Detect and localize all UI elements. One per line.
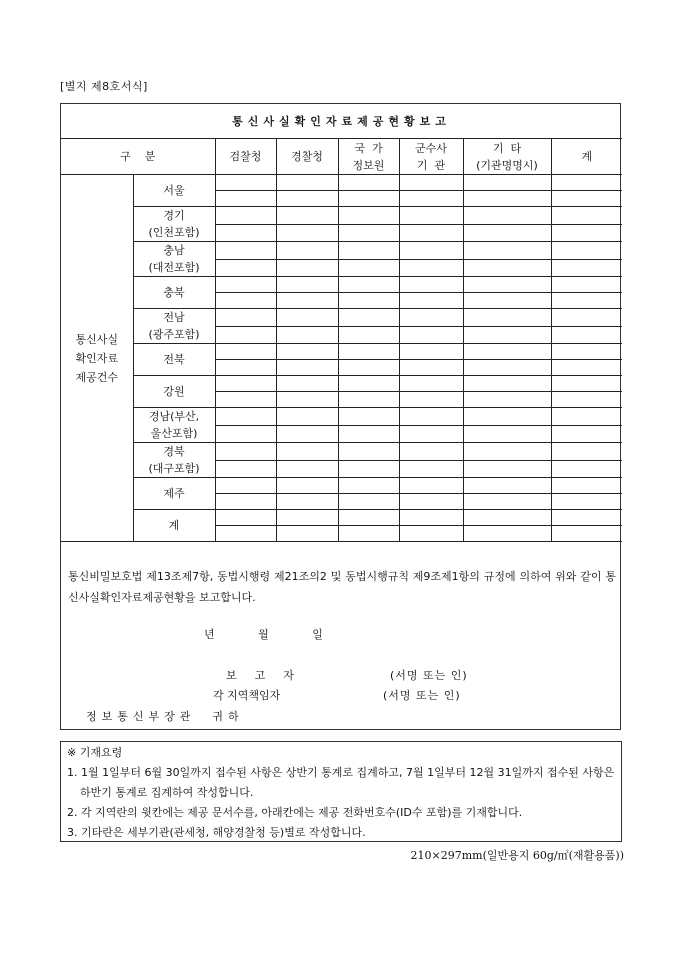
- document-count-cell[interactable]: [399, 344, 463, 360]
- phone-count-cell[interactable]: [399, 460, 463, 478]
- phone-count-cell[interactable]: [463, 293, 551, 309]
- document-count-cell[interactable]: [399, 408, 463, 426]
- category-label-line: 제공건수: [75, 370, 118, 384]
- phone-count-cell[interactable]: [551, 360, 622, 376]
- region-note: 울산포함): [150, 427, 198, 440]
- regional-manager-seal: (서명 또는 인): [383, 689, 461, 702]
- phone-count-cell[interactable]: [463, 224, 551, 242]
- document-count-cell[interactable]: [551, 309, 622, 327]
- document-count-cell[interactable]: [551, 408, 622, 426]
- document-count-cell[interactable]: [338, 175, 399, 191]
- document-count-cell[interactable]: [338, 344, 399, 360]
- document-count-cell[interactable]: [338, 478, 399, 494]
- phone-count-cell[interactable]: [399, 360, 463, 376]
- region-name: 강원: [163, 385, 185, 398]
- phone-count-cell[interactable]: [463, 494, 551, 510]
- phone-count-cell[interactable]: [215, 360, 276, 376]
- header-category: 구 분: [61, 139, 215, 175]
- region-label: [133, 175, 215, 207]
- phone-count-cell[interactable]: [338, 326, 399, 344]
- phone-count-cell[interactable]: [276, 460, 338, 478]
- phone-count-cell[interactable]: [338, 526, 399, 542]
- document-count-cell[interactable]: [276, 175, 338, 191]
- region-name: 경남(부산,: [148, 410, 200, 423]
- document-count-cell[interactable]: [215, 376, 276, 392]
- document-count-cell[interactable]: [399, 175, 463, 191]
- year-label: 년: [204, 628, 215, 641]
- document-count-cell[interactable]: [399, 309, 463, 327]
- document-count-cell[interactable]: [399, 443, 463, 461]
- document-count-cell[interactable]: [551, 175, 622, 191]
- document-count-cell[interactable]: [551, 207, 622, 225]
- data-row: [61, 478, 622, 494]
- report-statement: 통신비밀보호법 제13조제7항, 동법시행령 제21조의2 및 동법시행규칙 제9조제1항의 규정에 의하여 위와 같이 통신사실확인자료제공현황을 보고합니다.: [68, 570, 616, 604]
- region-note: (대구포함): [148, 462, 200, 475]
- document-count-cell[interactable]: [463, 344, 551, 360]
- phone-count-cell[interactable]: [463, 259, 551, 277]
- document-count-cell[interactable]: [338, 242, 399, 260]
- document-count-cell[interactable]: [338, 376, 399, 392]
- phone-count-cell[interactable]: [276, 293, 338, 309]
- phone-count-cell[interactable]: [551, 224, 622, 242]
- phone-count-cell[interactable]: [551, 326, 622, 344]
- document-count-cell[interactable]: [338, 510, 399, 526]
- document-count-cell[interactable]: [276, 309, 338, 327]
- data-row: [61, 309, 622, 327]
- category-label-line: 확인자료: [75, 351, 118, 365]
- region-name: 전북: [163, 353, 185, 366]
- phone-count-cell[interactable]: [399, 259, 463, 277]
- data-row: [61, 376, 622, 392]
- region-label: [133, 277, 215, 309]
- document-count-cell[interactable]: [215, 242, 276, 260]
- report-table: [61, 104, 622, 542]
- date-line: [204, 626, 363, 642]
- phone-count-cell[interactable]: [215, 425, 276, 443]
- phone-count-cell[interactable]: [276, 526, 338, 542]
- document-count-cell[interactable]: [215, 510, 276, 526]
- document-count-cell[interactable]: [551, 277, 622, 293]
- document-count-cell[interactable]: [215, 478, 276, 494]
- region-label: [133, 510, 215, 542]
- document-count-cell[interactable]: [276, 478, 338, 494]
- phone-count-cell[interactable]: [399, 326, 463, 344]
- document-count-cell[interactable]: [399, 376, 463, 392]
- instruction-item: 1. 1월 1일부터 6월 30일까지 접수된 사항은 상반기 통계로 집계하고, 7월 1일부터 12월 31일까지 접수된 사항은 하반기 통계로 집계하여 작성합니다.: [67, 766, 615, 799]
- region-label: [133, 309, 215, 344]
- month-label: 월: [258, 628, 269, 641]
- phone-count-cell[interactable]: [338, 392, 399, 408]
- header-military: 군수사 기 관: [399, 139, 463, 175]
- paper-spec: 210×297mm(일반용지 60g/㎡(재활용품)): [410, 849, 624, 862]
- document-count-cell[interactable]: [463, 175, 551, 191]
- phone-count-cell[interactable]: [551, 392, 622, 408]
- phone-count-cell[interactable]: [551, 259, 622, 277]
- data-row: [61, 443, 622, 461]
- document-count-cell[interactable]: [276, 510, 338, 526]
- phone-count-cell[interactable]: [551, 494, 622, 510]
- phone-count-cell[interactable]: [338, 360, 399, 376]
- region-name: 충남: [163, 244, 185, 257]
- instructions-title: ※ 기재요령: [67, 746, 123, 759]
- form-number-label: [별지 제8호서식]: [60, 80, 148, 93]
- phone-count-cell[interactable]: [215, 526, 276, 542]
- header-total: 계: [551, 139, 622, 175]
- phone-count-cell[interactable]: [338, 494, 399, 510]
- phone-count-cell[interactable]: [399, 392, 463, 408]
- phone-count-cell[interactable]: [215, 191, 276, 207]
- header-other: 기 타 (기관명명시): [463, 139, 551, 175]
- document-count-cell[interactable]: [463, 277, 551, 293]
- phone-count-cell[interactable]: [463, 460, 551, 478]
- document-count-cell[interactable]: [399, 277, 463, 293]
- data-row: [61, 175, 622, 191]
- data-row: [61, 207, 622, 225]
- document-count-cell[interactable]: [215, 277, 276, 293]
- region-label: [133, 443, 215, 478]
- document-count-cell[interactable]: [463, 207, 551, 225]
- reporter-seal: (서명 또는 인): [390, 669, 468, 682]
- phone-count-cell[interactable]: [338, 293, 399, 309]
- region-name: 서울: [163, 184, 185, 197]
- regional-manager-line: [213, 687, 461, 703]
- phone-count-cell[interactable]: [276, 224, 338, 242]
- instruction-item: 3. 기타란은 세부기관(관세청, 해양경찰청 등)별로 작성합니다.: [67, 826, 366, 839]
- reporter-line: [226, 667, 468, 683]
- region-note: (인천포함): [148, 226, 200, 239]
- phone-count-cell[interactable]: [399, 224, 463, 242]
- phone-count-cell[interactable]: [215, 392, 276, 408]
- phone-count-cell[interactable]: [463, 425, 551, 443]
- phone-count-cell[interactable]: [276, 425, 338, 443]
- form-title: 통신사실확인자료제공현황보고: [61, 104, 622, 139]
- data-row: [61, 510, 622, 526]
- document-count-cell[interactable]: [276, 443, 338, 461]
- phone-count-cell[interactable]: [463, 392, 551, 408]
- phone-count-cell[interactable]: [463, 360, 551, 376]
- phone-count-cell[interactable]: [338, 224, 399, 242]
- header-row: [61, 139, 622, 175]
- phone-count-cell[interactable]: [399, 425, 463, 443]
- region-label: [133, 376, 215, 408]
- phone-count-cell[interactable]: [399, 293, 463, 309]
- document-count-cell[interactable]: [215, 408, 276, 426]
- phone-count-cell[interactable]: [338, 425, 399, 443]
- phone-count-cell[interactable]: [215, 326, 276, 344]
- phone-count-cell[interactable]: [463, 191, 551, 207]
- phone-count-cell[interactable]: [215, 494, 276, 510]
- phone-count-cell[interactable]: [276, 494, 338, 510]
- document-count-cell[interactable]: [399, 207, 463, 225]
- document-count-cell[interactable]: [276, 277, 338, 293]
- phone-count-cell[interactable]: [551, 425, 622, 443]
- document-count-cell[interactable]: [276, 376, 338, 392]
- phone-count-cell[interactable]: [399, 191, 463, 207]
- region-name: 경기: [163, 209, 185, 222]
- phone-count-cell[interactable]: [399, 526, 463, 542]
- document-count-cell[interactable]: [463, 309, 551, 327]
- data-row: [61, 408, 622, 426]
- instructions-box: [60, 741, 622, 842]
- document-count-cell[interactable]: [215, 344, 276, 360]
- header-prosecution: 검찰청: [215, 139, 276, 175]
- data-row: [61, 242, 622, 260]
- report-form: [60, 103, 621, 730]
- document-count-cell[interactable]: [276, 207, 338, 225]
- region-name: 제주: [163, 487, 185, 500]
- phone-count-cell[interactable]: [215, 460, 276, 478]
- region-label: [133, 344, 215, 376]
- document-count-cell[interactable]: [338, 443, 399, 461]
- day-label: 일: [312, 628, 323, 641]
- document-count-cell[interactable]: [463, 408, 551, 426]
- phone-count-cell[interactable]: [551, 526, 622, 542]
- document-count-cell[interactable]: [463, 478, 551, 494]
- category-label: [61, 175, 133, 542]
- header-nis: 국 가 정보원: [338, 139, 399, 175]
- phone-count-cell[interactable]: [276, 360, 338, 376]
- phone-count-cell[interactable]: [463, 526, 551, 542]
- region-label: [133, 478, 215, 510]
- phone-count-cell[interactable]: [276, 392, 338, 408]
- region-name: 경북: [163, 445, 185, 458]
- phone-count-cell[interactable]: [551, 460, 622, 478]
- regional-manager-label: 각 지역책임자: [213, 689, 281, 702]
- region-label: [133, 242, 215, 277]
- document-count-cell[interactable]: [551, 376, 622, 392]
- phone-count-cell[interactable]: [399, 494, 463, 510]
- recipient: 정보통신부장관 귀하: [86, 710, 244, 723]
- phone-count-cell[interactable]: [276, 259, 338, 277]
- header-police: 경찰청: [276, 139, 338, 175]
- document-count-cell[interactable]: [551, 478, 622, 494]
- phone-count-cell[interactable]: [215, 224, 276, 242]
- region-label: [133, 408, 215, 443]
- document-count-cell[interactable]: [338, 207, 399, 225]
- document-count-cell[interactable]: [215, 443, 276, 461]
- document-count-cell[interactable]: [399, 478, 463, 494]
- document-count-cell[interactable]: [399, 242, 463, 260]
- phone-count-cell[interactable]: [338, 259, 399, 277]
- phone-count-cell[interactable]: [463, 326, 551, 344]
- data-row: [61, 344, 622, 360]
- document-count-cell[interactable]: [463, 376, 551, 392]
- document-count-cell[interactable]: [463, 443, 551, 461]
- data-row: [61, 277, 622, 293]
- document-count-cell[interactable]: [551, 510, 622, 526]
- instruction-item: 2. 각 지역란의 윗칸에는 제공 문서수를, 아래칸에는 제공 전화번호수(ID수 포함)를 기재합니다.: [67, 806, 523, 819]
- document-count-cell[interactable]: [276, 408, 338, 426]
- region-name: 충북: [163, 286, 185, 299]
- document-count-cell[interactable]: [338, 309, 399, 327]
- region-label: [133, 207, 215, 242]
- document-count-cell[interactable]: [215, 175, 276, 191]
- phone-count-cell[interactable]: [338, 460, 399, 478]
- phone-count-cell[interactable]: [215, 293, 276, 309]
- document-count-cell[interactable]: [338, 408, 399, 426]
- phone-count-cell[interactable]: [338, 191, 399, 207]
- document-count-cell[interactable]: [463, 242, 551, 260]
- document-count-cell[interactable]: [551, 344, 622, 360]
- phone-count-cell[interactable]: [276, 326, 338, 344]
- document-count-cell[interactable]: [276, 344, 338, 360]
- document-count-cell[interactable]: [276, 242, 338, 260]
- category-label-line: 통신사실: [75, 332, 118, 346]
- document-count-cell[interactable]: [215, 309, 276, 327]
- region-name: 전남: [163, 311, 185, 324]
- document-count-cell[interactable]: [338, 277, 399, 293]
- document-count-cell[interactable]: [399, 510, 463, 526]
- region-note: (대전포함): [148, 261, 200, 274]
- phone-count-cell[interactable]: [276, 191, 338, 207]
- phone-count-cell[interactable]: [551, 191, 622, 207]
- phone-count-cell[interactable]: [551, 293, 622, 309]
- document-count-cell[interactable]: [463, 510, 551, 526]
- document-count-cell[interactable]: [215, 207, 276, 225]
- reporter-label: 보고자: [226, 669, 312, 682]
- document-count-cell[interactable]: [551, 443, 622, 461]
- phone-count-cell[interactable]: [215, 259, 276, 277]
- region-note: (광주포함): [148, 328, 200, 341]
- document-count-cell[interactable]: [551, 242, 622, 260]
- region-name: 계: [168, 519, 180, 532]
